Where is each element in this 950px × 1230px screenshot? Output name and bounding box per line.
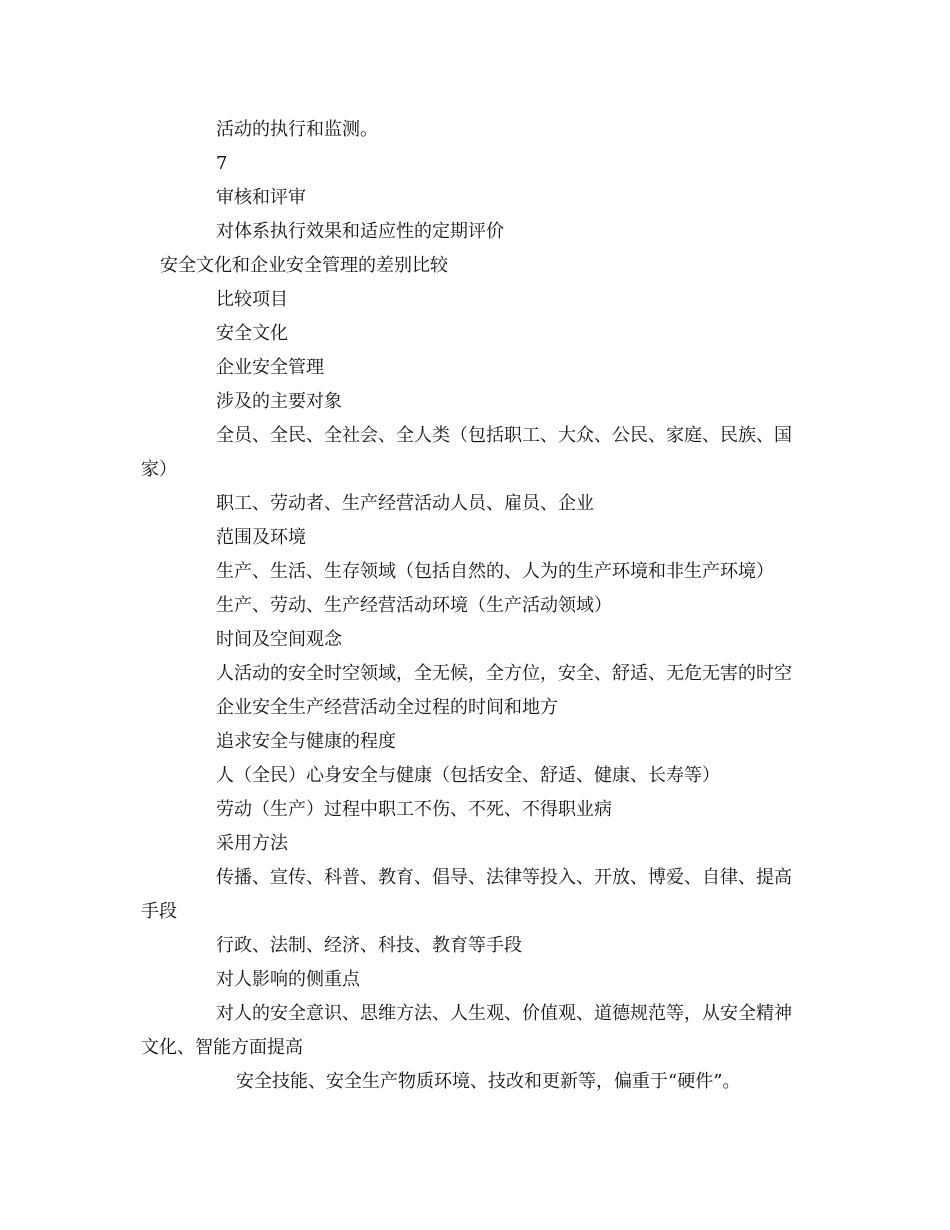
text-line: 安全技能、安全生产物质环境、技改和更新等，偏重于“硬件”。	[236, 1071, 741, 1092]
text-line: 传播、宣传、科普、教育、倡导、法律等投入、开放、博爱、自律、提高	[216, 867, 792, 888]
text-line: 行政、法制、经济、科技、教育等手段	[216, 935, 522, 956]
text-line: 7	[216, 153, 228, 174]
text-line: 文化、智能方面提高	[141, 1037, 303, 1058]
table-title: 安全文化和企业安全管理的差别比较	[160, 255, 448, 276]
text-line: 职工、劳动者、生产经营活动人员、雇员、企业	[216, 493, 594, 514]
text-line: 活动的执行和监测。	[216, 119, 378, 140]
text-line: 生产、生活、生存领域（包括自然的、人为的生产环境和非生产环境）	[216, 561, 774, 582]
text-line: 生产、劳动、生产经营活动环境（生产活动领域）	[216, 595, 612, 616]
text-line: 采用方法	[216, 833, 288, 854]
text-line: 手段	[141, 901, 177, 922]
text-line: 比较项目	[216, 289, 288, 310]
text-line: 企业安全生产经营活动全过程的时间和地方	[216, 697, 558, 718]
text-line: 对人的安全意识、思维方法、人生观、价值观、道德规范等，从安全精神	[216, 1003, 792, 1024]
section-title: 审核和评审	[216, 187, 306, 208]
text-line: 安全文化	[216, 323, 288, 344]
text-line: 家）	[141, 459, 177, 480]
text-line: 对人影响的侧重点	[216, 969, 360, 990]
text-line: 范围及环境	[216, 527, 306, 548]
text-line: 劳动（生产）过程中职工不伤、不死、不得职业病	[216, 799, 612, 820]
text-line: 全员、全民、全社会、全人类（包括职工、大众、公民、家庭、民族、国	[216, 425, 792, 446]
text-line: 人（全民）心身安全与健康（包括安全、舒适、健康、长寿等）	[216, 765, 720, 786]
text-line: 涉及的主要对象	[216, 391, 342, 412]
text-line: 对体系执行效果和适应性的定期评价	[216, 221, 504, 242]
text-line: 人活动的安全时空领域，全无候，全方位，安全、舒适、无危无害的时空	[216, 663, 792, 684]
text-line: 追求安全与健康的程度	[216, 731, 396, 752]
text-line: 企业安全管理	[216, 357, 324, 378]
text-line: 时间及空间观念	[216, 629, 342, 650]
